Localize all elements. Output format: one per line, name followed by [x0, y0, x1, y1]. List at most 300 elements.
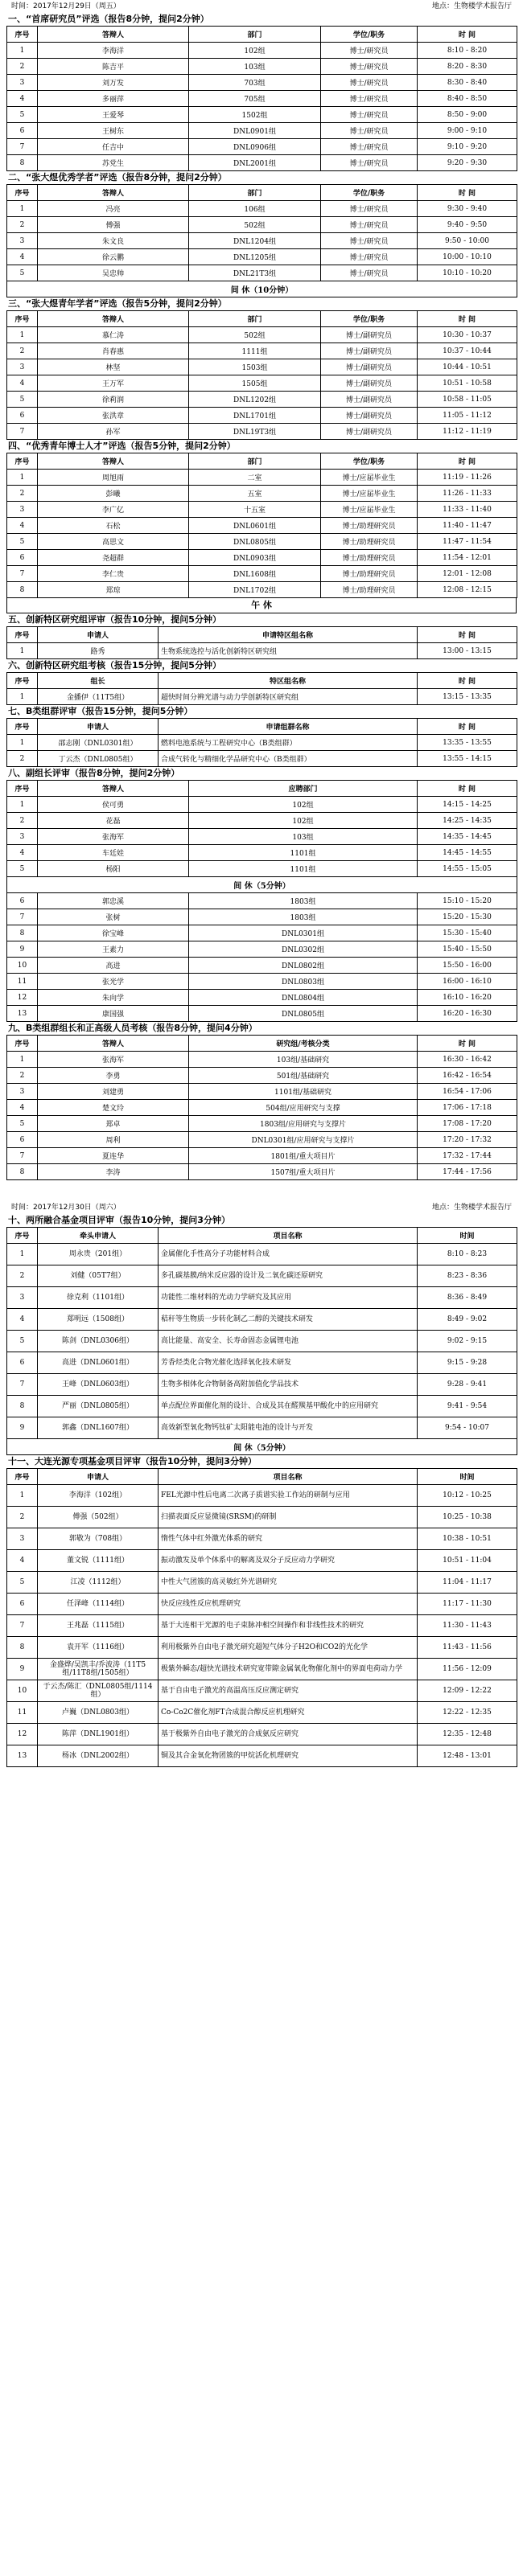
table-cell: 12:22 - 12:35 — [418, 1702, 517, 1724]
table-cell: 燃料电池系统与工程研究中心（B类组群） — [159, 735, 418, 751]
table-cell: 4 — [7, 518, 38, 534]
table-cell: 董文锐（1111组） — [38, 1550, 159, 1572]
table-cell: 11:05 - 11:12 — [418, 408, 517, 424]
table-row — [7, 689, 517, 705]
table-cell: 15:20 - 15:30 — [418, 909, 517, 925]
table-cell: DNL0301组 — [189, 925, 418, 941]
table-cell: 504组/应用研究与支撑 — [189, 1100, 418, 1116]
table-cell: 生物系统选控与活化创新特区研究组 — [159, 643, 418, 659]
table-cell: 7 — [7, 566, 38, 582]
table-row — [7, 359, 517, 375]
table-cell: 博士/研究员 — [321, 217, 418, 233]
table-row — [7, 582, 517, 598]
table-cell: 12 — [7, 990, 38, 1006]
table-cell: 卢巍（DNL0803组） — [38, 1702, 159, 1724]
table-cell: 徐宝峰 — [38, 925, 189, 941]
table-cell: 9:41 - 9:54 — [418, 1396, 517, 1417]
table-row — [7, 139, 517, 155]
table-cell: 冯亮 — [38, 201, 189, 217]
header-cell: 序号 — [7, 673, 38, 689]
table-cell: 3 — [7, 829, 38, 845]
table-cell: 肖春惠 — [38, 343, 189, 359]
table-cell: 1801组/重大项目片 — [189, 1148, 418, 1164]
table-row — [7, 1637, 517, 1659]
table-cell: 2 — [7, 217, 38, 233]
table-cell: 13:55 - 14:15 — [418, 751, 517, 767]
header-cell: 序号 — [7, 1469, 38, 1485]
table-cell: 9:54 - 10:07 — [418, 1417, 517, 1439]
table-cell: 5 — [7, 861, 38, 877]
header-cell: 序号 — [7, 311, 38, 327]
table-cell: 8:10 - 8:23 — [418, 1244, 517, 1265]
header-cell: 时 间 — [418, 627, 517, 643]
table-row — [7, 1724, 517, 1745]
table-cell: 二室 — [189, 470, 321, 486]
table-row — [7, 249, 517, 265]
table-row — [7, 1164, 517, 1180]
table-row — [7, 643, 517, 659]
header-cell: 序号 — [7, 27, 38, 43]
header-cell: 学位/职务 — [321, 311, 418, 327]
table-row — [7, 343, 517, 359]
table-cell: 8:30 - 8:40 — [418, 75, 517, 91]
table-row — [7, 958, 517, 974]
day1-schedule — [6, 0, 517, 1180]
table-cell: 7 — [7, 139, 38, 155]
table-cell: Co-Co2C催化剂FT合成混合醇反应机理研究 — [159, 1702, 418, 1724]
table-cell: 14:25 - 14:35 — [418, 813, 517, 829]
table-row — [7, 861, 517, 877]
table-cell: 11 — [7, 974, 38, 990]
table-cell: 周旭雨 — [38, 470, 189, 486]
table-cell: 703组 — [189, 75, 321, 91]
table-cell: 邵志刚（DNL0301组） — [38, 735, 159, 751]
section-4-title: 四、“优秀青年博士人才”评选（报告5分钟，提问2分钟） — [8, 441, 236, 451]
table-cell: 9:02 - 9:15 — [418, 1331, 517, 1352]
table-cell: 10:25 - 10:38 — [418, 1507, 517, 1528]
table-row — [7, 155, 517, 171]
table-cell: 14:45 - 14:55 — [418, 845, 517, 861]
table-cell: 路秀 — [38, 643, 159, 659]
table-cell: 3 — [7, 233, 38, 249]
table-row — [7, 1615, 517, 1637]
table-row — [7, 123, 517, 139]
table-cell: 博士/研究员 — [321, 107, 418, 123]
table-row — [7, 91, 517, 107]
table-cell: 11:54 - 12:01 — [418, 550, 517, 566]
table-cell: 陈萍（DNL1901组） — [38, 1724, 159, 1745]
table-cell: 103组 — [189, 829, 418, 845]
table-cell: DNL0901组 — [189, 123, 321, 139]
table-header-row — [7, 185, 517, 201]
table-row — [7, 1244, 517, 1265]
table-cell: 徐克利（1101组） — [38, 1287, 159, 1309]
table-row — [7, 893, 517, 909]
table-cell: 1 — [7, 1485, 38, 1507]
table-row — [7, 941, 517, 958]
header-cell: 申请人 — [38, 719, 159, 735]
table-cell: 高思文 — [38, 534, 189, 550]
table-cell: 博士/副研究员 — [321, 327, 418, 343]
table-cell: 5 — [7, 534, 38, 550]
table-cell: DNL19T3组 — [189, 424, 321, 440]
table-cell: 11:30 - 11:43 — [418, 1615, 517, 1637]
table-cell: 1803组/应用研究与支撑片 — [189, 1116, 418, 1132]
break-label: 间 休（10分钟） — [7, 281, 517, 297]
table-cell: 吴忠帅 — [38, 265, 189, 281]
table-cell: 15:40 - 15:50 — [418, 941, 517, 958]
table-cell: 4 — [7, 1100, 38, 1116]
table-cell: 中性大气团簇的高灵敏红外光谱研究 — [159, 1572, 418, 1594]
table-cell: 4 — [7, 1550, 38, 1572]
table-row — [7, 1287, 517, 1309]
table-cell: 12:08 - 12:15 — [418, 582, 517, 598]
table-cell: 102组 — [189, 813, 418, 829]
section-1-table — [6, 26, 517, 171]
table-cell: 1803组 — [189, 893, 418, 909]
table-cell: 10 — [7, 958, 38, 974]
table-cell: 刘建勇 — [38, 1084, 189, 1100]
table-cell: 高效新型氧化物钙钛矿太阳能电池的设计与开发 — [159, 1417, 418, 1439]
header-cell: 答辩人 — [38, 311, 189, 327]
table-cell: 14:35 - 14:45 — [418, 829, 517, 845]
table-cell: 7 — [7, 909, 38, 925]
table-cell: 5 — [7, 1572, 38, 1594]
table-cell: 8 — [7, 1164, 38, 1180]
table-cell: 5 — [7, 1116, 38, 1132]
table-cell: 博士/研究员 — [321, 155, 418, 171]
header-cell: 序号 — [7, 1228, 38, 1244]
day2-place-label: 地点：生物楼学术报告厅 — [431, 1204, 512, 1212]
table-header-row — [7, 27, 517, 43]
table-cell: 7 — [7, 1374, 38, 1396]
section-10-title: 十、两所融合基金项目评审（报告10分钟，提问3分钟） — [8, 1215, 230, 1225]
table-cell: 孙军 — [38, 424, 189, 440]
table-cell: 芳香烃类化合物光催化选择氧化技术研发 — [159, 1352, 418, 1374]
table-cell: 陈剑（DNL0306组） — [38, 1331, 159, 1352]
table-cell: 多丽萍 — [38, 91, 189, 107]
section-3-title: 三、“张大煜青年学者”评选（报告5分钟，提问2分钟） — [8, 298, 227, 309]
table-cell: 10:44 - 10:51 — [418, 359, 517, 375]
table-cell: 8 — [7, 1396, 38, 1417]
table-cell: 13:00 - 13:15 — [418, 643, 517, 659]
table-cell: 2 — [7, 1507, 38, 1528]
table-cell: 10:51 - 10:58 — [418, 375, 517, 392]
table-cell: 王峰（DNL0603组） — [38, 1374, 159, 1396]
table-cell: 傅强（502组） — [38, 1507, 159, 1528]
table-row — [7, 1745, 517, 1767]
section-3-table — [6, 310, 517, 440]
table-cell: 2 — [7, 813, 38, 829]
table-cell: 李广亿 — [38, 502, 189, 518]
table-cell: 1 — [7, 1052, 38, 1068]
table-cell: 刘健（05T7组） — [38, 1265, 159, 1287]
table-row — [7, 1417, 517, 1439]
table-cell: 快反应线性反应机理研究 — [159, 1594, 418, 1615]
table-cell: 17:08 - 17:20 — [418, 1116, 517, 1132]
table-cell: 10:10 - 10:20 — [418, 265, 517, 281]
table-cell: 7 — [7, 1615, 38, 1637]
table-cell: 501组/基础研究 — [189, 1068, 418, 1084]
table-row — [7, 424, 517, 440]
table-cell: 16:30 - 16:42 — [418, 1052, 517, 1068]
table-row — [7, 1702, 517, 1724]
table-cell: 9:20 - 9:30 — [418, 155, 517, 171]
table-row — [7, 1148, 517, 1164]
table-row — [7, 408, 517, 424]
table-cell: 11:40 - 11:47 — [418, 518, 517, 534]
table-cell: DNL0302组 — [189, 941, 418, 958]
table-cell: 王树东 — [38, 123, 189, 139]
table-row — [7, 925, 517, 941]
table-row — [7, 265, 517, 281]
table-cell: 2 — [7, 751, 38, 767]
table-cell: 慕仁涛 — [38, 327, 189, 343]
table-cell: 袁开军（1116组） — [38, 1637, 159, 1659]
table-cell: 郑琼 — [38, 582, 189, 598]
table-row — [7, 1396, 517, 1417]
table-cell: 10:30 - 10:37 — [418, 327, 517, 343]
table-cell: 6 — [7, 1132, 38, 1148]
table-cell: 12 — [7, 1724, 38, 1745]
section-2-title: 二、“张大煜优秀学者”评选（报告8分钟，提问2分钟） — [8, 172, 227, 183]
table-cell: 林坚 — [38, 359, 189, 375]
table-cell: 4 — [7, 249, 38, 265]
table-cell: 8:49 - 9:02 — [418, 1309, 517, 1331]
table-cell: 博士/副研究员 — [321, 424, 418, 440]
table-cell: 2 — [7, 1068, 38, 1084]
table-row — [7, 486, 517, 502]
table-row — [7, 1485, 517, 1507]
table-cell: 16:00 - 16:10 — [418, 974, 517, 990]
table-cell: 扫描表面反应显微镜(SRSM)的研制 — [159, 1507, 418, 1528]
table-row — [7, 974, 517, 990]
table-cell: DNL0906组 — [189, 139, 321, 155]
table-cell: 博士/研究员 — [321, 75, 418, 91]
table-cell: 1 — [7, 327, 38, 343]
table-cell: 17:32 - 17:44 — [418, 1148, 517, 1164]
header-cell: 答辩人 — [38, 453, 189, 470]
table-cell: 李海洋 — [38, 43, 189, 59]
table-cell: 8 — [7, 925, 38, 941]
table-header-row — [7, 1469, 517, 1485]
table-cell: 超快时间分辨光谱与动力学创新特区研究组 — [159, 689, 418, 705]
table-cell: 郑卓 — [38, 1116, 189, 1132]
table-cell: 郭敬为（708组） — [38, 1528, 159, 1550]
table-cell: 博士/研究员 — [321, 59, 418, 75]
header-cell: 答辩人 — [38, 781, 189, 797]
header-cell: 答辩人 — [38, 27, 189, 43]
table-header-row — [7, 1228, 517, 1244]
table-row — [7, 813, 517, 829]
table-cell: 功能性二维材料的光动力学研究及其应用 — [159, 1287, 418, 1309]
table-cell: 利用极紫外自由电子激光研究超短气体分子H2O和CO2的光化学 — [159, 1637, 418, 1659]
table-cell: 6 — [7, 408, 38, 424]
table-cell: 王素力 — [38, 941, 189, 958]
noon-break-label: 午 休 — [6, 598, 517, 613]
day2-info-bar — [6, 1201, 517, 1214]
table-cell: 12:35 - 12:48 — [418, 1724, 517, 1745]
table-cell: 江凌（1112组） — [38, 1572, 159, 1594]
header-cell: 部门 — [189, 27, 321, 43]
header-cell: 时 间 — [418, 185, 517, 201]
table-cell: 1111组 — [189, 343, 321, 359]
table-cell: 周永贵（201组） — [38, 1244, 159, 1265]
header-cell: 时 间 — [418, 453, 517, 470]
table-cell: 博士/应届毕业生 — [321, 502, 418, 518]
table-cell: 李勇 — [38, 1068, 189, 1084]
header-cell: 序号 — [7, 453, 38, 470]
table-cell: 王万军 — [38, 375, 189, 392]
table-cell: 8:36 - 8:49 — [418, 1287, 517, 1309]
table-cell: 生物多相体化合物制备高附加值化学品技术 — [159, 1374, 418, 1396]
header-cell: 部门 — [189, 185, 321, 201]
table-cell: 16:54 - 17:06 — [418, 1084, 517, 1100]
table-row — [7, 470, 517, 486]
table-row — [7, 1100, 517, 1116]
table-cell: 博士/研究员 — [321, 265, 418, 281]
table-cell: 1803组 — [189, 909, 418, 925]
table-cell: 11:26 - 11:33 — [418, 486, 517, 502]
table-cell: DNL0903组 — [189, 550, 321, 566]
table-cell: 郭忠溪 — [38, 893, 189, 909]
table-row — [7, 990, 517, 1006]
table-cell: 3 — [7, 359, 38, 375]
table-cell: 15:10 - 15:20 — [418, 893, 517, 909]
table-cell: 2 — [7, 59, 38, 75]
table-cell: 705组 — [189, 91, 321, 107]
table-row — [7, 1680, 517, 1702]
table-cell: 博士/应届毕业生 — [321, 470, 418, 486]
table-cell: DNL0805组 — [189, 534, 321, 550]
table-row — [7, 735, 517, 751]
table-cell: 13:35 - 13:55 — [418, 735, 517, 751]
table-row — [7, 1507, 517, 1528]
section-6-table — [6, 672, 517, 705]
table-row — [7, 1352, 517, 1374]
table-cell: 楚文玲 — [38, 1100, 189, 1116]
table-cell: 李涛 — [38, 1164, 189, 1180]
header-cell: 部门 — [189, 453, 321, 470]
table-cell: 106组 — [189, 201, 321, 217]
header-cell: 申请人 — [38, 1469, 159, 1485]
table-cell: 1 — [7, 797, 38, 813]
table-cell: 尧超群 — [38, 550, 189, 566]
table-row — [7, 107, 517, 123]
table-row — [7, 566, 517, 582]
header-cell: 时 间 — [418, 1036, 517, 1052]
table-cell: 9 — [7, 941, 38, 958]
table-cell: 振动激发及单个体系中的解离及双分子反应动力学研究 — [159, 1550, 418, 1572]
table-cell: 11:19 - 11:26 — [418, 470, 517, 486]
table-cell: 王兆磊（1115组） — [38, 1615, 159, 1637]
table-cell: 张海军 — [38, 1052, 189, 1068]
table-cell: DNL0601组 — [189, 518, 321, 534]
header-cell: 研究组/考核分类 — [189, 1036, 418, 1052]
table-row — [7, 233, 517, 249]
table-cell: 高比能量、高安全、长寿命固态金属锂电池 — [159, 1331, 418, 1352]
table-row — [7, 550, 517, 566]
table-row — [7, 829, 517, 845]
table-cell: 17:20 - 17:32 — [418, 1132, 517, 1148]
table-row — [7, 1084, 517, 1100]
table-cell: DNL21T3组 — [189, 265, 321, 281]
table-row — [7, 59, 517, 75]
header-cell: 时 间 — [418, 781, 517, 797]
table-cell: 郑明远（1508组） — [38, 1309, 159, 1331]
table-row — [7, 1116, 517, 1132]
section-6-title: 六、创新特区研究组考核（报告15分钟，提问5分钟） — [8, 660, 221, 671]
table-cell: 博士/助理研究员 — [321, 582, 418, 598]
table-cell: 博士/研究员 — [321, 249, 418, 265]
header-cell: 牵头申请人 — [38, 1228, 159, 1244]
table-cell: 周利 — [38, 1132, 189, 1148]
table-cell: 13 — [7, 1006, 38, 1022]
table-cell: 7 — [7, 1148, 38, 1164]
table-cell: 博士/研究员 — [321, 233, 418, 249]
header-cell: 项目名称 — [159, 1469, 418, 1485]
table-cell: 王爱琴 — [38, 107, 189, 123]
header-cell: 答辩人 — [38, 185, 189, 201]
header-cell: 申请人 — [38, 627, 159, 643]
table-cell: 博士/研究员 — [321, 123, 418, 139]
table-cell: 11:43 - 11:56 — [418, 1637, 517, 1659]
table-cell: DNL1701组 — [189, 408, 321, 424]
table-cell: 秸秆等生物质一步转化制乙二醇的关键技术研发 — [159, 1309, 418, 1331]
section-8-table — [6, 780, 517, 1022]
table-cell: 多孔碳基膜/纳米反应器的设计及二氧化碳还原研究 — [159, 1265, 418, 1287]
table-cell: 1507组/重大项目片 — [189, 1164, 418, 1180]
table-cell: 10:51 - 11:04 — [418, 1550, 517, 1572]
table-cell: 14:55 - 15:05 — [418, 861, 517, 877]
section-5-table — [6, 626, 517, 659]
table-row — [7, 1052, 517, 1068]
table-row — [7, 392, 517, 408]
day2-schedule — [6, 1201, 517, 1767]
header-cell: 申请组群名称 — [159, 719, 418, 735]
table-cell: 高进（DNL0601组） — [38, 1352, 159, 1374]
table-cell: 8 — [7, 1637, 38, 1659]
table-cell: 博士/助理研究员 — [321, 550, 418, 566]
table-cell: 侯可勇 — [38, 797, 189, 813]
table-row — [7, 797, 517, 813]
table-cell: 6 — [7, 893, 38, 909]
table-cell: 6 — [7, 550, 38, 566]
table-cell: 1101组/基础研究 — [189, 1084, 418, 1100]
table-cell: 11:33 - 11:40 — [418, 502, 517, 518]
table-cell: 杨阳 — [38, 861, 189, 877]
section-10-table — [6, 1227, 517, 1455]
table-cell: DNL0802组 — [189, 958, 418, 974]
header-cell: 时 间 — [418, 673, 517, 689]
day1-place-label: 地点：生物楼学术报告厅 — [431, 2, 512, 10]
table-cell: 博士/研究员 — [321, 139, 418, 155]
header-cell: 学位/职务 — [321, 27, 418, 43]
header-cell: 序号 — [7, 781, 38, 797]
table-row — [7, 1068, 517, 1084]
table-header-row — [7, 627, 517, 643]
table-cell: 16:20 - 16:30 — [418, 1006, 517, 1022]
section-11-title: 十一、大连光源专项基金项目评审（报告10分钟，提问3分钟） — [8, 1456, 257, 1466]
table-cell: 苏党生 — [38, 155, 189, 171]
table-cell: 1 — [7, 43, 38, 59]
section-4-table — [6, 453, 517, 598]
table-row — [7, 1572, 517, 1594]
table-cell: 博士/助理研究员 — [321, 518, 418, 534]
table-cell: 1 — [7, 470, 38, 486]
table-cell: 铜及其合金氧化物团簇的甲烷活化机理研究 — [159, 1745, 418, 1767]
table-cell: 任泽峰（1114组） — [38, 1594, 159, 1615]
